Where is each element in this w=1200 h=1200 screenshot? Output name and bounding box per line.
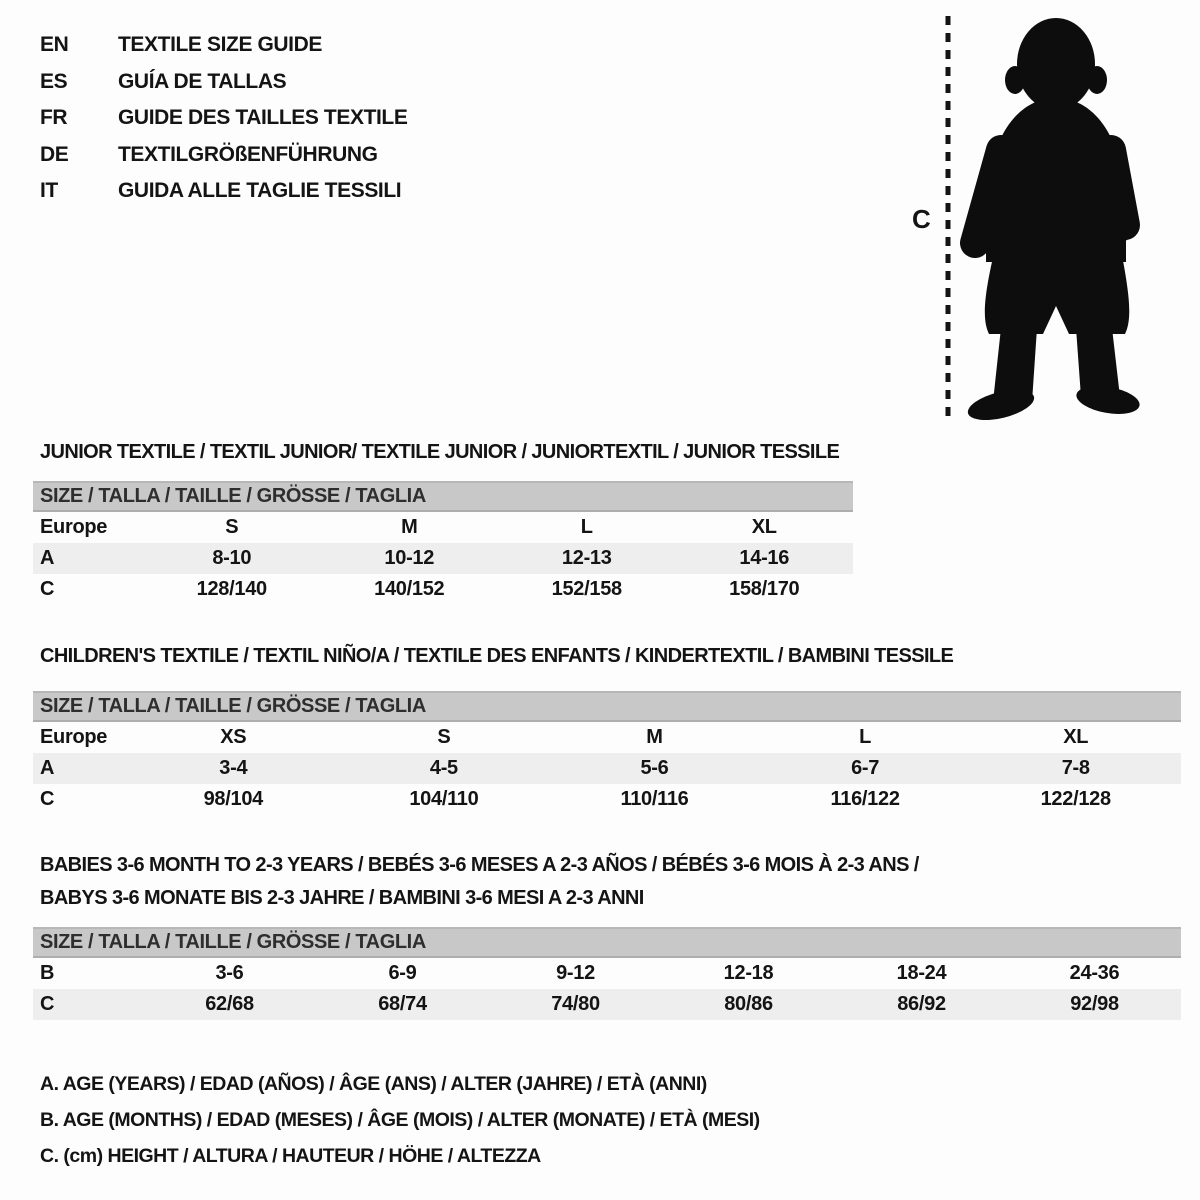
- cell-value: 158/170: [729, 578, 800, 600]
- cell-value: 5-6: [640, 757, 669, 779]
- height-measure-label: C: [912, 204, 931, 234]
- language-code: ES: [40, 69, 68, 93]
- language-code: EN: [40, 33, 69, 56]
- footnote-a: A. AGE (YEARS) / EDAD (AÑOS) / ÂGE (ANS) / ALTER (JAHRE) / ETÀ (ANNI): [40, 1073, 707, 1095]
- cell-value: 6-7: [851, 757, 880, 779]
- toddler-silhouette-icon: [905, 0, 1160, 432]
- cell-value: 9-12: [556, 962, 595, 984]
- size-header-bar: SIZE / TALLA / TAILLE / GRÖSSE / TAGLIA: [33, 691, 1181, 722]
- row-label: C: [40, 993, 55, 1015]
- children-section-title: CHILDREN'S TEXTILE / TEXTIL NIÑO/A / TEXTILE DES ENFANTS / KINDERTEXTIL / BAMBINI TESSILE: [40, 645, 954, 667]
- cell-value: 92/98: [1070, 993, 1119, 1015]
- size-header-bar: SIZE / TALLA / TAILLE / GRÖSSE / TAGLIA: [33, 927, 1181, 958]
- cell-value: 12-18: [723, 962, 774, 984]
- guide-title: GUIDE DES TAILLES TEXTILE: [118, 106, 408, 129]
- cell-value: 3-6: [215, 962, 244, 984]
- column-header: L: [580, 516, 593, 538]
- cell-value: 74/80: [551, 993, 600, 1015]
- cell-value: 14-16: [739, 547, 790, 569]
- cell-value: 7-8: [1061, 757, 1090, 779]
- children-size-table: [33, 691, 1181, 815]
- height-measure-figure: [905, 0, 1160, 432]
- table-header-row: [33, 512, 853, 543]
- cell-value: 116/122: [830, 788, 900, 810]
- cell-value: 62/68: [205, 993, 254, 1015]
- guide-title: TEXTILGRÖßENFÜHRUNG: [118, 142, 378, 166]
- region-label: Europe: [40, 516, 108, 538]
- region-label: Europe: [40, 726, 108, 748]
- cell-value: 12-13: [561, 547, 612, 569]
- junior-size-table: [33, 481, 853, 605]
- guide-title: GUIDA ALLE TAGLIE TESSILI: [118, 179, 402, 202]
- cell-value: 8-10: [212, 547, 252, 569]
- language-row-de: [40, 137, 407, 174]
- cell-value: 80/86: [724, 993, 773, 1015]
- cell-value: 10-12: [384, 547, 435, 569]
- table-row: [33, 543, 853, 574]
- babies-title-line2: BABYS 3-6 MONATE BIS 2-3 JAHRE / BAMBINI 3-6 MESI A 2-3 ANNI: [40, 887, 644, 909]
- row-label: C: [40, 578, 55, 600]
- language-title-list: [40, 27, 407, 210]
- table-row: [33, 784, 1181, 815]
- language-row-fr: [40, 100, 407, 137]
- column-header: XS: [220, 726, 247, 748]
- junior-section-title: JUNIOR TEXTILE / TEXTIL JUNIOR/ TEXTILE JUNIOR / JUNIORTEXTIL / JUNIOR TESSILE: [40, 441, 840, 463]
- cell-value: 4-5: [429, 757, 458, 779]
- guide-title: TEXTILE SIZE GUIDE: [118, 33, 322, 56]
- column-header: L: [859, 726, 872, 748]
- cell-value: 68/74: [378, 993, 427, 1015]
- row-label: C: [40, 788, 55, 810]
- language-code: IT: [40, 179, 58, 202]
- column-header: M: [401, 516, 418, 538]
- babies-section-title: [40, 849, 919, 915]
- table-row: [33, 753, 1181, 784]
- column-header: M: [646, 726, 663, 748]
- babies-size-table: [33, 927, 1181, 1020]
- language-row-it: [40, 173, 407, 210]
- table-row: [33, 958, 1181, 989]
- language-row-es: [40, 64, 407, 101]
- column-header: XL: [1063, 726, 1089, 748]
- row-label: A: [40, 757, 55, 779]
- language-code: DE: [40, 142, 69, 166]
- footnote-legend: [40, 1066, 760, 1174]
- table-header-row: [33, 722, 1181, 753]
- row-label: B: [40, 962, 55, 984]
- footnote-b: B. AGE (MONTHS) / EDAD (MESES) / ÂGE (MOIS) / ALTER (MONATE) / ETÀ (MESI): [40, 1109, 760, 1131]
- row-label: A: [40, 547, 55, 569]
- table-row: [33, 574, 853, 605]
- cell-value: 122/128: [1040, 788, 1111, 810]
- cell-value: 140/152: [374, 578, 445, 600]
- guide-title: GUÍA DE TALLAS: [118, 69, 287, 93]
- size-header-bar: SIZE / TALLA / TAILLE / GRÖSSE / TAGLIA: [33, 481, 853, 512]
- cell-value: 18-24: [896, 962, 947, 984]
- cell-value: 6-9: [388, 962, 417, 984]
- cell-value: 3-4: [219, 757, 248, 779]
- babies-title-line1: BABIES 3-6 MONTH TO 2-3 YEARS / BEBÉS 3-6 MESES A 2-3 AÑOS / BÉBÉS 3-6 MOIS À 2-3 ANS /: [40, 854, 919, 876]
- language-code: FR: [40, 106, 68, 129]
- cell-value: 98/104: [203, 788, 263, 810]
- cell-value: 110/116: [620, 788, 689, 810]
- cell-value: 24-36: [1069, 962, 1120, 984]
- cell-value: 86/92: [897, 993, 946, 1015]
- column-header: S: [437, 726, 451, 748]
- column-header: S: [225, 516, 239, 538]
- cell-value: 152/158: [551, 578, 622, 600]
- column-header: XL: [751, 516, 777, 538]
- footnote-c: C. (cm) HEIGHT / ALTURA / HAUTEUR / HÖHE / ALTEZZA: [40, 1145, 541, 1167]
- cell-value: 104/110: [409, 788, 479, 810]
- cell-value: 128/140: [196, 578, 267, 600]
- language-row-en: [40, 27, 407, 64]
- table-row: [33, 989, 1181, 1020]
